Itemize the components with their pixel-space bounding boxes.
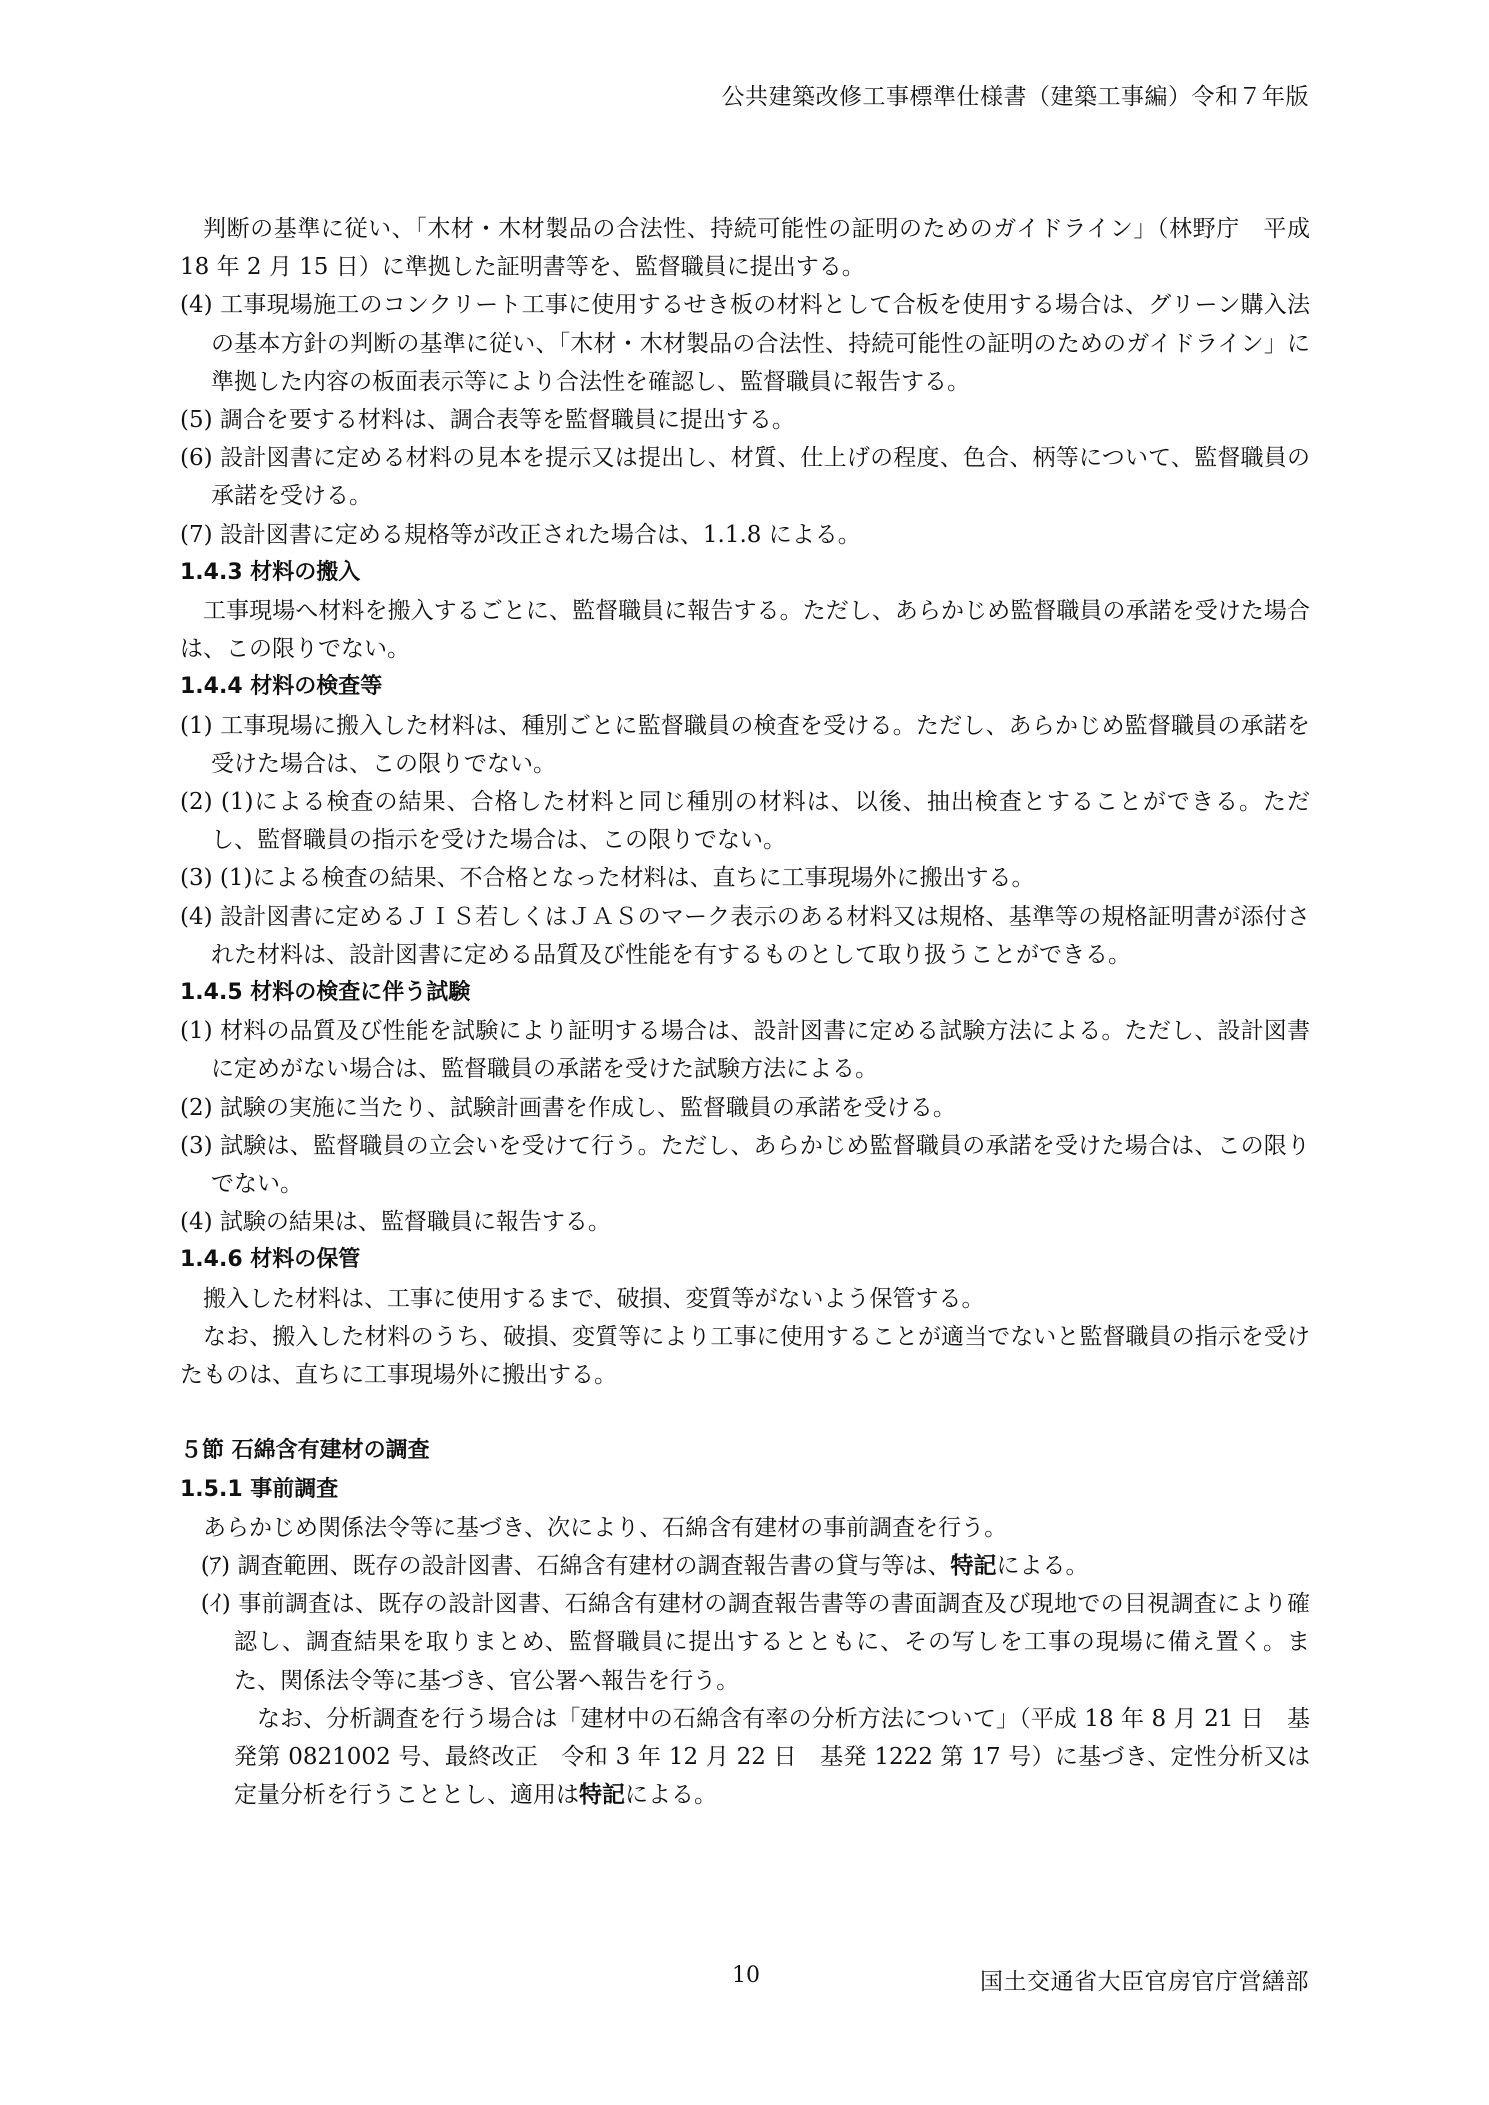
- list-item-1-4-5-2: (2) 試験の実施に当たり、試験計画書を作成し、監督職員の承諾を受ける。: [180, 1094, 956, 1121]
- list-item-1-4-5-3: (3) 試験は、監督職員の立会いを受けて行う。ただし、あらかじめ監督職員の承諾を受けた場合は、この限りでない。: [180, 1132, 1310, 1198]
- sub-item-b: (ｲ) 事前調査は、既存の設計図書、石綿含有建材の調査報告書等の書面調査及び現地での目視調査により確認し、調査結果を取りまとめ、監督職員に提出するとともに、その写しを工事の現場に備え置く。また、関係法令等に基づき、官公署へ報告を行う。: [200, 1591, 1310, 1694]
- list-item-1-4-5-1: (1) 材料の品質及び性能を試験により証明する場合は、設計図書に定める試験方法による。ただし、設計図書に定めがない場合は、監督職員の承諾を受けた試験方法による。: [180, 1018, 1310, 1083]
- list-item-1-4-5-4: (4) 試験の結果は、監督職員に報告する。: [180, 1209, 611, 1236]
- list-item-5: (5) 調合を要する材料は、調合表等を監督職員に提出する。: [180, 407, 795, 434]
- section-spacer: [180, 1394, 1310, 1432]
- list-item-1-4-4-4: (4) 設計図書に定めるＪＩＳ若しくはＪＡＳのマーク表示のある材料又は規格、基準等の規格証明書が添付された材料は、設計図書に定める品質及び性能を有するものとして取り扱うことができる。: [180, 903, 1311, 968]
- sub-item-a-tail: による。: [996, 1552, 1089, 1579]
- sub-item-b-note: [180, 1700, 1310, 1815]
- list-item-7: (7) 設計図書に定める規格等が改正された場合は、1.1.8 による。: [180, 521, 861, 548]
- heading-1-5-1: 1.5.1 事前調査: [180, 1476, 339, 1502]
- list-item-1-4-4-1: (1) 工事現場に搬入した材料は、種別ごとに監督職員の検査を受ける。ただし、あらかじめ監督職員の承諾を受けた場合は、この限りでない。: [180, 712, 1310, 777]
- list-item-4: (4) 工事現場施工のコンクリート工事に使用するせき板の材料として合板を使用する場合は、グリーン購入法の基本方針の判断の基準に従い、「木材・木材製品の合法性、持続可能性の証明のためのガイドライン」に準拠した内容の板面表示等により合法性を確認し、監督職員に報告する。: [180, 292, 1310, 395]
- heading-1-4-3: 1.4.3 材料の搬入: [180, 559, 361, 585]
- heading-1-4-5: 1.4.5 材料の検査に伴う試験: [180, 980, 471, 1006]
- section-heading-5: ５節 石綿含有建材の調査: [180, 1438, 430, 1464]
- sub-item-a-text: (ｱ) 調査範囲、既存の設計図書、石綿含有建材の調査報告書の貸与等は、: [200, 1552, 951, 1579]
- footer-organization: 国土交通省大臣官房官庁営繕部: [980, 1969, 1309, 1995]
- heading-1-4-6: 1.4.6 材料の保管: [180, 1247, 361, 1273]
- paragraph-1-4-3: 工事現場へ材料を搬入するごとに、監督職員に報告する。ただし、あらかじめ監督職員の承諾を受けた場合は、この限りでない。: [180, 598, 1311, 663]
- continued-paragraph: 判断の基準に従い、「木材・木材製品の合法性、持続可能性の証明のためのガイドライン」（林野庁 平成 18 年 2 月 15 日）に準拠した証明書等を、監督職員に提出する。: [180, 216, 1310, 281]
- list-item-1-4-4-2: (2) (1)による検査の結果、合格した材料と同じ種別の材料は、以後、抽出検査とすることができる。ただし、監督職員の指示を受けた場合は、この限りでない。: [180, 789, 1310, 854]
- sub-item-b-note-tail: による。: [625, 1782, 718, 1809]
- sub-item-b-note-text: なお、分析調査を行う場合は「建材中の石綿含有率の分析方法について」（平成 18 年 8 月 21 日 基発第 0821002 号、最終改正 令和 3 年 12 月 22 日 基発 1222 第 17 号）に基づき、定性分析又は定量分析を行うこととし、適用は: [234, 1705, 1310, 1809]
- list-item-6: (6) 設計図書に定める材料の見本を提示又は提出し、材質、仕上げの程度、色合、柄等について、監督職員の承諾を受ける。: [180, 445, 1310, 510]
- page-number: 10: [732, 1963, 760, 1988]
- paragraph-1-5-1: あらかじめ関係法令等に基づき、次により、石綿含有建材の事前調査を行う。: [203, 1514, 1008, 1541]
- sub-item-b-note-emphasis: 特記: [579, 1782, 626, 1809]
- paragraph-1-4-6-b: なお、搬入した材料のうち、破損、変質等により工事に使用することが適当でないと監督職員の指示を受けたものは、直ちに工事現場外に搬出する。: [180, 1323, 1311, 1389]
- heading-1-4-4: 1.4.4 材料の検査等: [180, 674, 383, 700]
- paragraph-1-4-6-a: 搬入した材料は、工事に使用するまで、破損、変質等がないよう保管する。: [203, 1285, 985, 1312]
- list-item-1-4-4-3: (3) (1)による検査の結果、不合格となった材料は、直ちに工事現場外に搬出する。: [180, 865, 1035, 892]
- page-body: [180, 210, 1310, 1814]
- sub-item-a: [180, 1547, 1310, 1585]
- sub-item-a-emphasis: 特記: [950, 1552, 997, 1579]
- running-header: 公共建築改修工事標準仕様書（建築工事編）令和７年版: [721, 84, 1309, 110]
